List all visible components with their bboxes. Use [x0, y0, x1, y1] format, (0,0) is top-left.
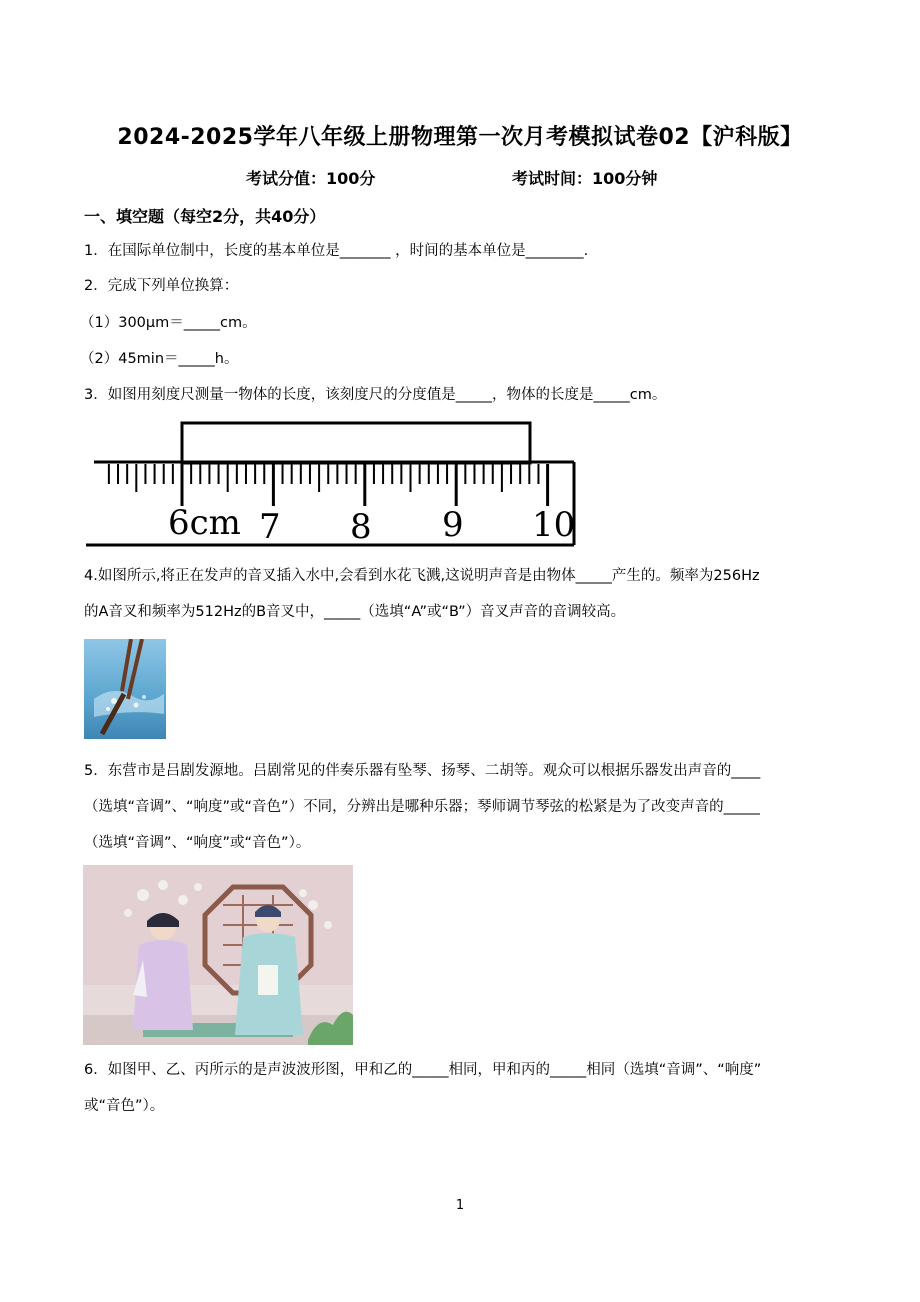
question-5-line-3: （选填“音调”、“响度”或“音色”）。 [84, 835, 311, 851]
ruler-ticks [109, 464, 548, 506]
question-1: 1．在国际单位制中，长度的基本单位是_______ ，时间的基本单位是________. [84, 243, 589, 259]
ruler-label: 7 [259, 507, 281, 547]
opera-stage-photo [83, 865, 353, 1045]
ruler-label: 10 [532, 505, 576, 545]
page-title: 2024-2025学年八年级上册物理第一次月考模拟试卷02【沪科版】 [117, 125, 803, 150]
question-5-line-2: （选填“音调”、“响度”或“音色”）不同，分辨出是哪种乐器；琴师调节琴弦的松紧是为了改变声音的_____ [84, 799, 760, 815]
question-6-line-1: 6．如图甲、乙、丙所示的是声波波形图，甲和乙的_____相同，甲和丙的_____相同（选填“音调”、“响度” [84, 1062, 762, 1078]
ruler-label: 8 [350, 507, 372, 547]
page-number: 1 [455, 1198, 465, 1213]
question-2-part-2: （2）45min＝_____h。 [80, 351, 239, 367]
question-3: 3．如图用刻度尺测量一物体的长度，该刻度尺的分度值是_____，物体的长度是_____cm。 [84, 387, 667, 403]
ruler-figure [86, 418, 581, 550]
ruler-label: 9 [442, 505, 464, 545]
question-4-line-2: 的A音叉和频率为512Hz的B音叉中，_____（选填“A”或“B”）音叉声音的音调较高。 [84, 604, 626, 620]
question-5-line-1: 5．东营市是吕剧发源地。吕剧常见的伴奏乐器有坠琴、扬琴、二胡等。观众可以根据乐器发出声音的____ [84, 763, 761, 779]
question-2: 2．完成下列单位换算： [84, 278, 239, 294]
exam-score: 考试分值：100分 [246, 169, 376, 188]
ruler-body [86, 462, 574, 545]
question-6-line-2: 或“音色”）。 [84, 1098, 165, 1114]
tuning-fork-photo [84, 639, 166, 739]
measured-object [182, 423, 530, 463]
question-4-line-1: 4.如图所示,将正在发声的音叉插入水中,会看到水花飞溅,这说明声音是由物体_____产生的。频率为256Hz [84, 568, 760, 584]
question-2-part-1: （1）300μm＝_____cm。 [80, 315, 257, 331]
exam-time: 考试时间：100分钟 [512, 169, 658, 188]
ruler-label: 6cm [168, 503, 241, 543]
section-heading: 一、填空题（每空2分，共40分） [84, 207, 326, 226]
